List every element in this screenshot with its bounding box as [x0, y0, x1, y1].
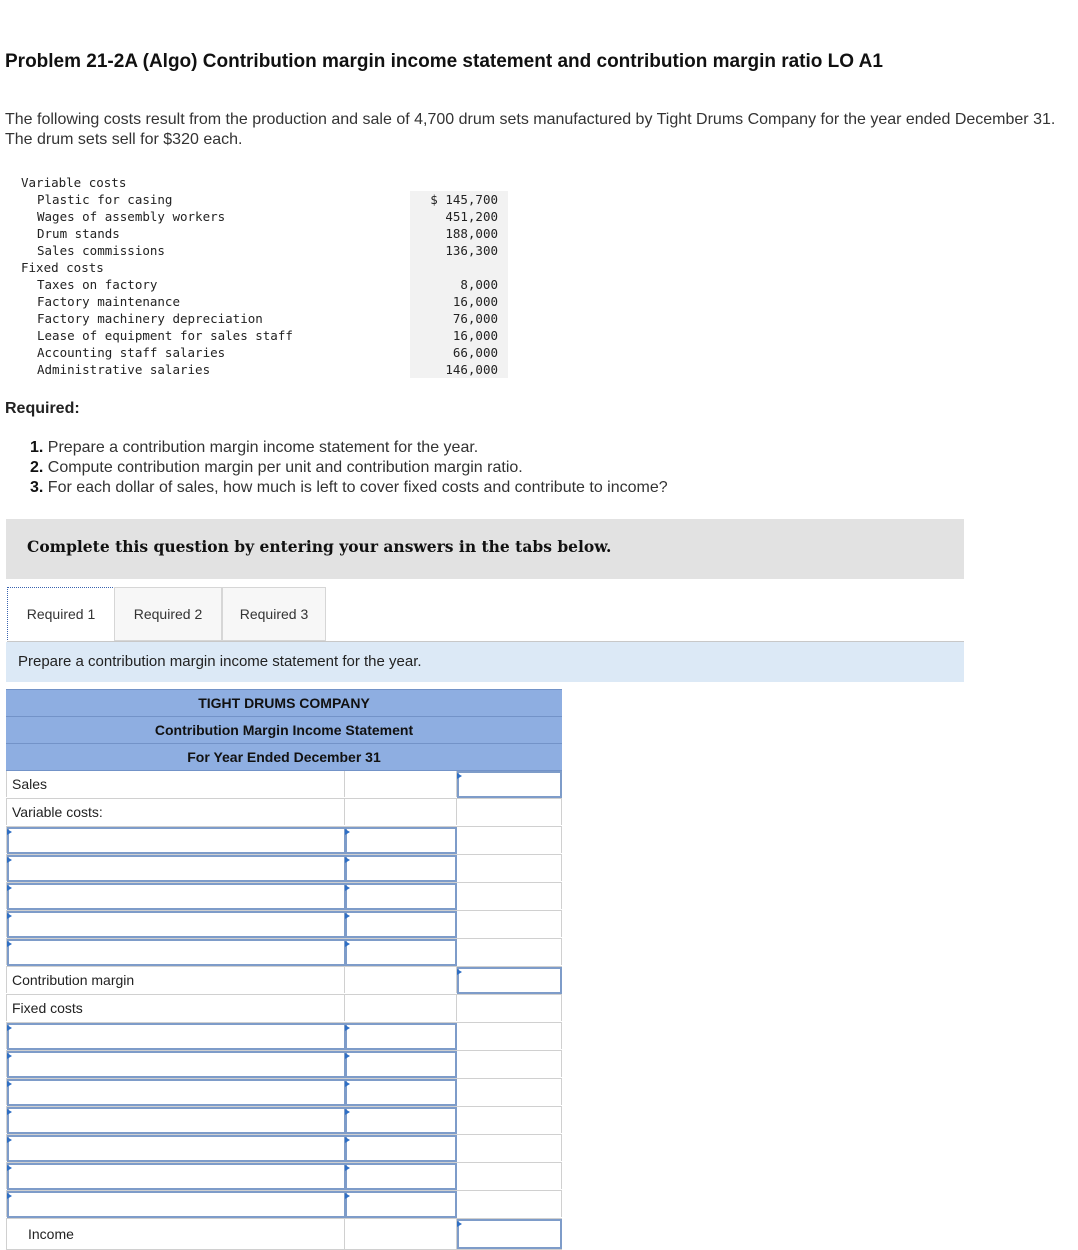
answer-cell — [6, 1079, 345, 1105]
required-item-text: Prepare a contribution margin income statement for the year. — [43, 439, 479, 456]
input-marker-icon — [457, 1221, 462, 1227]
cost-item-label: Lease of equipment for sales staff — [37, 328, 293, 343]
required-item — [30, 458, 668, 478]
input-marker-icon — [345, 1109, 350, 1115]
answer-cell — [345, 1135, 457, 1161]
answer-cell — [345, 1079, 457, 1105]
fixed-cost-entry-row — [6, 1107, 562, 1135]
variable-costs-heading: Variable costs — [21, 175, 127, 190]
fixed-cost-amount-input[interactable] — [345, 1079, 457, 1106]
sales-label: Sales — [6, 771, 345, 797]
contribution-margin-row — [6, 967, 562, 995]
instruction-text: Prepare a contribution margin income statement for the year. — [18, 653, 422, 670]
cost-item-label: Accounting staff salaries — [37, 345, 226, 360]
fixed-cost-amount-input[interactable] — [345, 1135, 457, 1162]
empty-cell — [345, 967, 457, 993]
input-marker-icon — [7, 1137, 12, 1143]
fixed-cost-amount-input[interactable] — [345, 1023, 457, 1050]
cost-item-amount: 136,300 — [410, 242, 508, 259]
required-item-number: 2. — [30, 459, 44, 476]
cost-item-amount: 146,000 — [410, 361, 508, 378]
cost-item-label: Factory maintenance — [37, 294, 180, 309]
answer-cell — [345, 855, 457, 881]
income-label: Income — [6, 1219, 345, 1249]
fixed-cost-amount-input[interactable] — [345, 1107, 457, 1134]
answer-cell — [6, 1023, 345, 1049]
input-marker-icon — [345, 913, 350, 919]
input-marker-icon — [7, 1193, 12, 1199]
variable-cost-amount-input[interactable] — [345, 855, 457, 882]
tab-required-2[interactable]: Required 2 — [114, 587, 222, 641]
cost-item-amount: 16,000 — [410, 293, 508, 310]
answer-cell — [6, 855, 345, 881]
cost-item-label: Plastic for casing — [37, 192, 173, 207]
fixed-cost-name-input[interactable] — [7, 1107, 346, 1134]
empty-cell — [457, 799, 562, 825]
empty-cell — [457, 995, 562, 1021]
required-item — [30, 438, 668, 458]
input-marker-icon — [345, 1193, 350, 1199]
variable-cost-amount-input[interactable] — [345, 911, 457, 938]
instructions-banner — [6, 519, 964, 579]
variable-cost-entry-row — [6, 939, 562, 967]
answer-cell — [6, 827, 345, 853]
input-marker-icon — [7, 1025, 12, 1031]
cost-item-amount: 76,000 — [410, 310, 508, 327]
variable-cost-entry-row — [6, 911, 562, 939]
input-marker-icon — [345, 1081, 350, 1087]
company-name: TIGHT DRUMS COMPANY — [6, 689, 562, 717]
cost-item-amount: 66,000 — [410, 344, 508, 361]
fixed-cost-entry-row — [6, 1191, 562, 1219]
answer-cell — [345, 827, 457, 853]
cost-amount-spacer — [410, 259, 508, 276]
fixed-cost-name-input[interactable] — [7, 1079, 346, 1106]
fixed-cost-name-input[interactable] — [7, 1051, 346, 1078]
fixed-costs-row — [6, 995, 562, 1023]
sales-total-input[interactable] — [457, 771, 562, 798]
variable-cost-name-input[interactable] — [7, 911, 346, 938]
input-marker-icon — [7, 1081, 12, 1087]
cost-item-amount: $ 145,700 — [410, 191, 508, 208]
variable-costs-label: Variable costs: — [6, 799, 345, 825]
fixed-cost-entry-row — [6, 1023, 562, 1051]
variable-cost-amount-input[interactable] — [345, 883, 457, 910]
input-marker-icon — [345, 1025, 350, 1031]
income-total-input[interactable] — [457, 1219, 562, 1249]
statement-period: For Year Ended December 31 — [6, 744, 562, 771]
answer-cell — [457, 771, 562, 797]
variable-costs-row — [6, 799, 562, 827]
tab-required-1[interactable]: Required 1 — [7, 587, 115, 640]
variable-cost-name-input[interactable] — [7, 883, 346, 910]
cost-item-label: Administrative salaries — [37, 362, 211, 377]
answer-cell — [345, 1191, 457, 1217]
empty-cell — [457, 1191, 562, 1217]
answer-cell — [6, 1051, 345, 1077]
empty-cell — [457, 1023, 562, 1049]
fixed-cost-entry-row — [6, 1163, 562, 1191]
income-statement — [6, 689, 562, 1250]
answer-cell — [345, 1163, 457, 1189]
variable-cost-entry-row — [6, 827, 562, 855]
empty-cell — [345, 771, 457, 797]
answer-cell — [6, 1135, 345, 1161]
cost-item-label: Drum stands — [37, 226, 120, 241]
problem-intro: The following costs result from the production and sale of 4,700 drum sets manufactured by Tight Drums Company for the year ended December 31. The drum sets sell for $320 each. — [5, 111, 1056, 148]
sales-row — [6, 771, 562, 799]
banner-text: Complete this question by entering your answers in the tabs below. — [27, 537, 612, 556]
empty-cell — [457, 1107, 562, 1133]
input-marker-icon — [457, 773, 462, 779]
required-heading: Required: — [5, 400, 80, 417]
answer-cell — [345, 1023, 457, 1049]
variable-cost-name-input[interactable] — [7, 827, 346, 854]
cost-item-amount: 8,000 — [410, 276, 508, 293]
tab-required-3[interactable]: Required 3 — [222, 587, 326, 641]
fixed-cost-amount-input[interactable] — [345, 1191, 457, 1218]
input-marker-icon — [457, 969, 462, 975]
variable-cost-amount-input[interactable] — [345, 939, 457, 966]
input-marker-icon — [345, 1165, 350, 1171]
fixed-costs-label: Fixed costs — [6, 995, 345, 1021]
empty-cell — [345, 995, 457, 1021]
contribution-margin-input[interactable] — [457, 967, 562, 994]
empty-cell — [457, 883, 562, 909]
empty-cell — [457, 911, 562, 937]
variable-cost-entry-row — [6, 855, 562, 883]
cost-item-label: Taxes on factory — [37, 277, 158, 292]
variable-cost-name-input[interactable] — [7, 939, 346, 966]
required-list — [30, 438, 668, 498]
input-marker-icon — [345, 857, 350, 863]
answer-cell — [457, 967, 562, 993]
empty-cell — [457, 855, 562, 881]
input-marker-icon — [345, 941, 350, 947]
input-marker-icon — [7, 941, 12, 947]
answer-cell — [345, 1051, 457, 1077]
empty-cell — [345, 799, 457, 825]
input-marker-icon — [7, 913, 12, 919]
input-marker-icon — [7, 857, 12, 863]
answer-cell — [345, 911, 457, 937]
answer-cell — [345, 883, 457, 909]
empty-cell — [457, 1163, 562, 1189]
answer-cell — [6, 911, 345, 937]
fixed-cost-entry-row — [6, 1135, 562, 1163]
input-marker-icon — [345, 1137, 350, 1143]
fixed-cost-name-input[interactable] — [7, 1023, 346, 1050]
cost-item-amount: 16,000 — [410, 327, 508, 344]
income-row — [6, 1219, 562, 1250]
input-marker-icon — [345, 1053, 350, 1059]
statement-name: Contribution Margin Income Statement — [6, 717, 562, 744]
input-marker-icon — [7, 1053, 12, 1059]
fixed-cost-entry-row — [6, 1079, 562, 1107]
answer-cell — [6, 1163, 345, 1189]
fixed-costs-heading: Fixed costs — [21, 260, 104, 275]
input-marker-icon — [7, 829, 12, 835]
variable-cost-name-input[interactable] — [7, 855, 346, 882]
fixed-cost-name-input[interactable] — [7, 1135, 346, 1162]
input-marker-icon — [7, 885, 12, 891]
fixed-cost-name-input[interactable] — [7, 1163, 346, 1190]
input-marker-icon — [345, 829, 350, 835]
required-item-number: 1. — [30, 439, 44, 456]
tab-instruction — [6, 642, 964, 682]
cost-item-label: Factory machinery depreciation — [37, 311, 263, 326]
empty-cell — [457, 1051, 562, 1077]
variable-cost-entry-row — [6, 883, 562, 911]
cost-item-label: Sales commissions — [37, 243, 165, 258]
problem-title: Problem 21-2A (Algo) Contribution margin income statement and contribution margin ratio LO A1 — [5, 51, 883, 72]
empty-cell — [457, 827, 562, 853]
fixed-cost-entry-row — [6, 1051, 562, 1079]
answer-cell — [345, 1107, 457, 1133]
answer-cell — [6, 1107, 345, 1133]
answer-cell — [6, 939, 345, 965]
answer-cell — [6, 883, 345, 909]
fixed-cost-name-input[interactable] — [7, 1191, 346, 1218]
answer-cell — [457, 1219, 562, 1249]
input-marker-icon — [7, 1109, 12, 1115]
required-item — [30, 478, 668, 498]
input-marker-icon — [345, 885, 350, 891]
cost-item-amount: 188,000 — [410, 225, 508, 242]
required-item-text: Compute contribution margin per unit and contribution margin ratio. — [43, 459, 523, 476]
required-item-number: 3. — [30, 479, 44, 496]
answer-cell — [6, 1191, 345, 1217]
empty-cell — [457, 1135, 562, 1161]
required-item-text: For each dollar of sales, how much is left to cover fixed costs and contribute to income? — [43, 479, 668, 496]
contribution-margin-label: Contribution margin — [6, 967, 345, 993]
input-marker-icon — [7, 1165, 12, 1171]
empty-cell — [457, 1079, 562, 1105]
answer-cell — [345, 939, 457, 965]
cost-item-amount: 451,200 — [410, 208, 508, 225]
variable-cost-amount-input[interactable] — [345, 827, 457, 854]
fixed-cost-amount-input[interactable] — [345, 1163, 457, 1190]
empty-cell — [457, 939, 562, 965]
empty-cell — [345, 1219, 457, 1249]
cost-item-label: Wages of assembly workers — [37, 209, 226, 224]
fixed-cost-amount-input[interactable] — [345, 1051, 457, 1078]
